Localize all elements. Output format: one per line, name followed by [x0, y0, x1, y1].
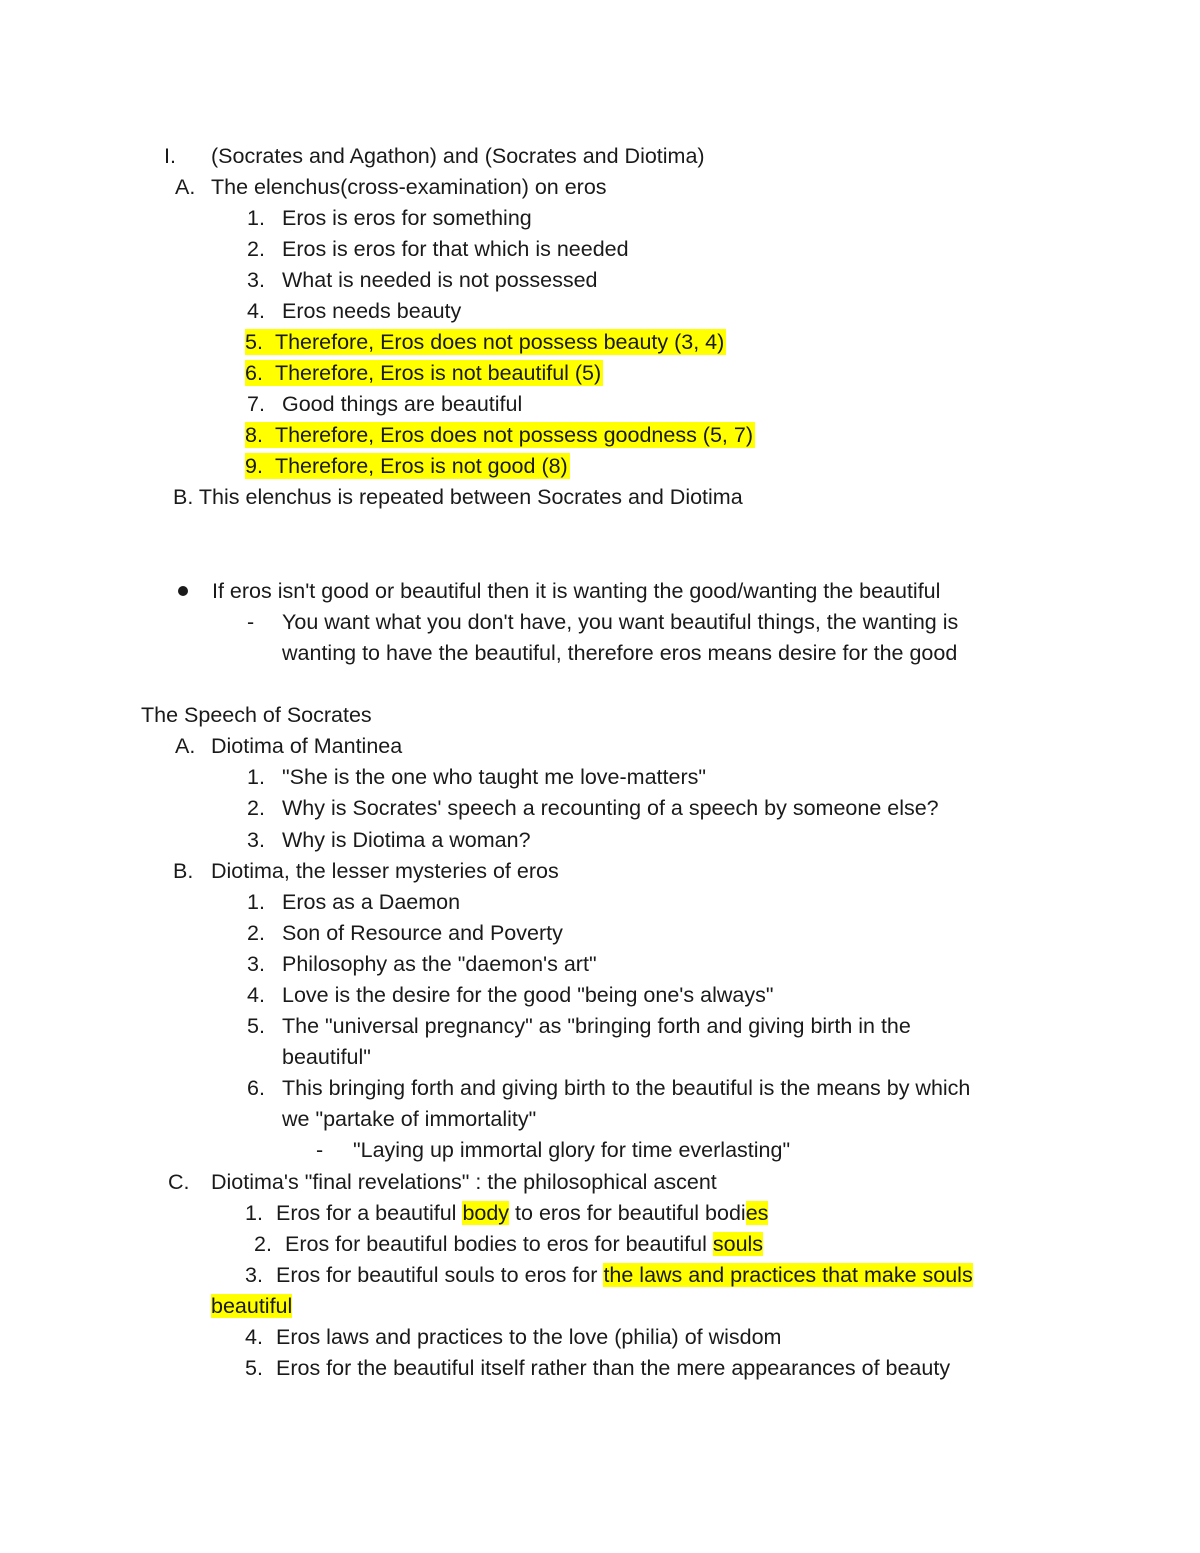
list-item-number: 1.	[247, 206, 265, 230]
list-item: Eros as a Daemon	[282, 890, 461, 914]
list-item-number: 2.	[247, 796, 265, 820]
bullet-dot	[178, 586, 188, 596]
list-item: Eros is eros for that which is needed	[282, 237, 629, 261]
list-item-number: 2.	[254, 1232, 272, 1256]
highlighted-list-item	[245, 453, 570, 479]
subsection-b-title: Diotima, the lesser mysteries of eros	[211, 859, 559, 883]
list-item-number: 3.	[247, 952, 265, 976]
section-1-title: (Socrates and Agathon) and (Socrates and Diotima)	[211, 144, 705, 168]
subsection-b-marker: B.	[173, 859, 194, 883]
list-item-number: 2.	[247, 921, 265, 945]
list-item-number: 6.	[245, 361, 263, 385]
list-item: Philosophy as the "daemon's art"	[282, 952, 597, 976]
list-item-number: 7.	[247, 392, 265, 416]
list-item: Eros for the beautiful itself rather than the mere appearances of beauty	[276, 1356, 951, 1380]
list-item: What is needed is not possessed	[282, 268, 598, 292]
list-item-continuation	[211, 1293, 292, 1319]
text-segment: Eros for beautiful souls to eros for	[276, 1263, 604, 1287]
section-1-marker: I.	[164, 144, 176, 168]
dash-marker: -	[247, 610, 255, 634]
list-item-number: 3.	[247, 268, 265, 292]
list-item	[276, 1200, 768, 1226]
list-item-number: 2.	[247, 237, 265, 261]
highlighted-text: souls	[712, 1232, 764, 1256]
highlighted-text: the laws and practices that make souls	[603, 1263, 973, 1287]
list-item-number: 3.	[247, 828, 265, 852]
list-item-text: Therefore, Eros is not beautiful (5)	[274, 361, 602, 385]
list-item: Why is Socrates' speech a recounting of a speech by someone else?	[282, 796, 939, 820]
highlighted-text: beautiful	[211, 1294, 293, 1318]
bullet-sub-line-1: You want what you don't have, you want beautiful things, the wanting is	[282, 610, 959, 634]
list-item-number: 4.	[245, 1325, 263, 1349]
list-item	[285, 1231, 763, 1257]
list-item-number: 4.	[247, 983, 265, 1007]
subsection-a-marker: A.	[175, 175, 196, 199]
list-item-number: 1.	[247, 765, 265, 789]
text-segment: to eros for beautiful bodi	[509, 1201, 746, 1225]
list-item-number: 6.	[247, 1076, 265, 1100]
text-segment: Eros for a beautiful	[276, 1201, 463, 1225]
subsection-a-marker: A.	[175, 734, 196, 758]
list-item-text: Therefore, Eros does not possess goodness (5, 7)	[274, 423, 753, 447]
list-item-number: 5.	[245, 1356, 263, 1380]
list-item: Son of Resource and Poverty	[282, 921, 563, 945]
text-segment: Eros for beautiful bodies to eros for beautiful	[285, 1232, 713, 1256]
bullet-sub-line-2: wanting to have the beautiful, therefore eros means desire for the good	[282, 641, 958, 665]
highlighted-list-item	[245, 360, 603, 386]
list-item: Love is the desire for the good "being one's always"	[282, 983, 774, 1007]
list-item: Eros needs beauty	[282, 299, 462, 323]
list-item-number: 9.	[245, 454, 263, 478]
list-item: Eros laws and practices to the love (philia) of wisdom	[276, 1325, 782, 1349]
subsection-a-title: The elenchus(cross-examination) on eros	[211, 175, 607, 199]
bullet-text: If eros isn't good or beautiful then it is wanting the good/wanting the beautiful	[212, 579, 941, 603]
list-item: The "universal pregnancy" as "bringing forth and giving birth in the	[282, 1014, 911, 1038]
highlighted-list-item	[245, 422, 755, 448]
list-item-continuation: beautiful"	[282, 1045, 371, 1069]
list-item-number: 5.	[247, 1014, 265, 1038]
list-item-number: 3.	[245, 1263, 263, 1287]
list-item-number: 8.	[245, 423, 263, 447]
highlighted-text: body	[462, 1201, 510, 1225]
list-item: "She is the one who taught me love-matters"	[282, 765, 706, 789]
sub-item: "Laying up immortal glory for time everlasting"	[353, 1138, 791, 1162]
subsection-c-title: Diotima's "final revelations" : the philosophical ascent	[211, 1170, 717, 1194]
list-item-text: Therefore, Eros does not possess beauty (3, 4)	[274, 330, 725, 354]
subsection-c-marker: C.	[168, 1170, 190, 1194]
list-item: Good things are beautiful	[282, 392, 523, 416]
list-item-continuation: we "partake of immortality"	[282, 1107, 537, 1131]
highlighted-text: es	[745, 1201, 769, 1225]
list-item: Why is Diotima a woman?	[282, 828, 531, 852]
list-item: Eros is eros for something	[282, 206, 532, 230]
list-item	[276, 1262, 973, 1288]
dash-marker: -	[316, 1138, 324, 1162]
list-item-number: 5.	[245, 330, 263, 354]
subsection-a-title: Diotima of Mantinea	[211, 734, 403, 758]
list-item-number: 1.	[245, 1201, 263, 1225]
list-item: This bringing forth and giving birth to the beautiful is the means by which	[282, 1076, 971, 1100]
list-item-text: Therefore, Eros is not good (8)	[274, 454, 568, 478]
list-item-number: 1.	[247, 890, 265, 914]
highlighted-list-item	[245, 329, 726, 355]
subsection-b-text: B. This elenchus is repeated between Socrates and Diotima	[173, 485, 743, 509]
list-item-number: 4.	[247, 299, 265, 323]
section-2-title: The Speech of Socrates	[141, 703, 372, 727]
